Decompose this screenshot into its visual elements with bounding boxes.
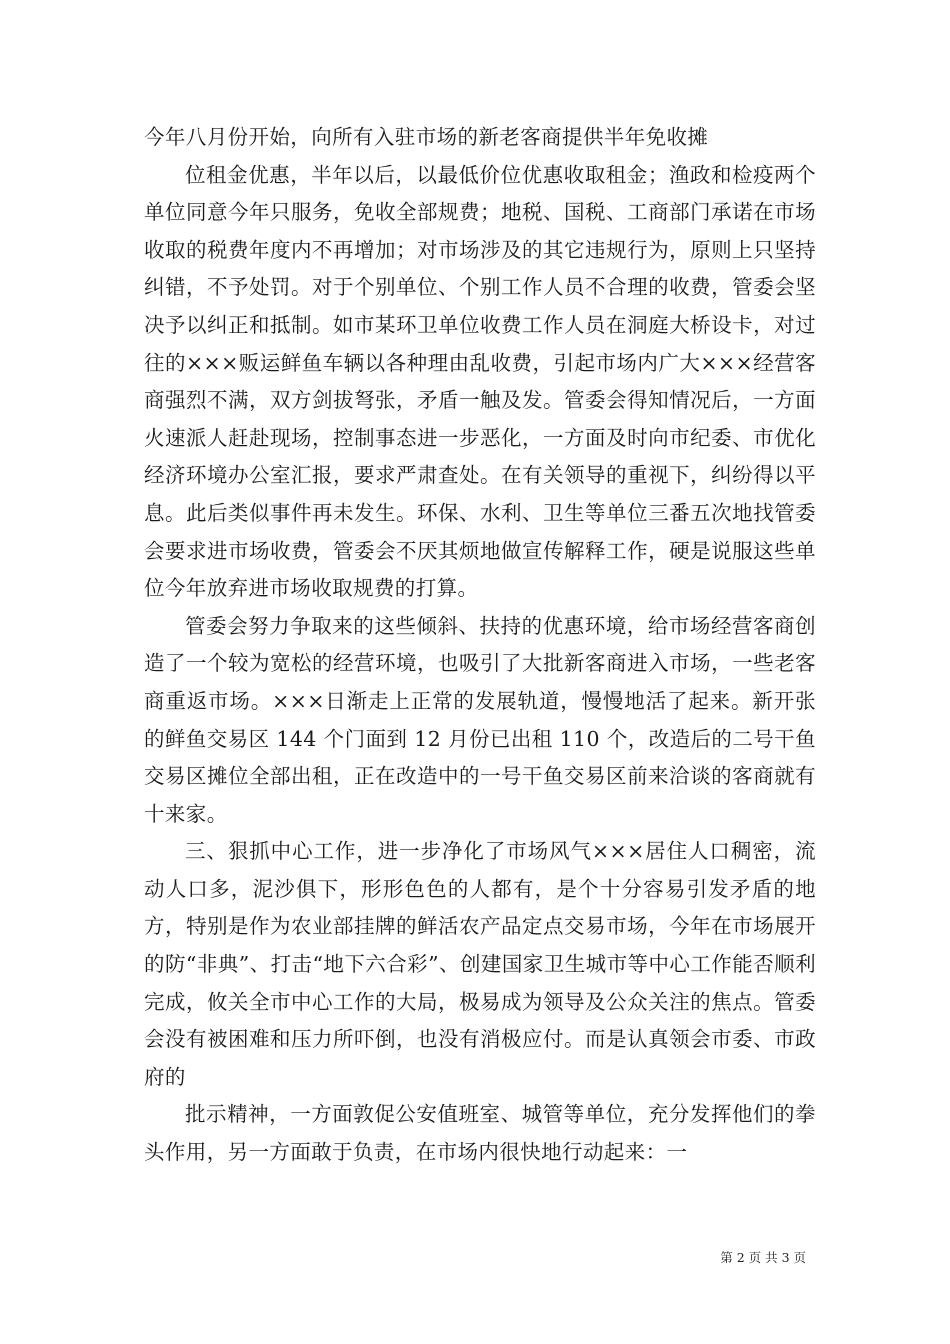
paragraph-continuation: 今年八月份开始，向所有入驻市场的新老客商提供半年免收摊	[144, 125, 709, 149]
paragraph-rent-and-fees: 位租金优惠，半年以后，以最低价位优惠收取租金；渔政和检疫两个单位同意今年只服务，免收全部规费；地税、国税、工商部门承诺在市场收取的税费年度内不再增加；对市场涉及的其它违规行为，原则上只坚持纠错，不予处罚。对于个别单位、个别工作人员不合理的收费，管委会坚决予以纠正和抵制。如市某环卫单位收费工作人员在洞庭大桥设卡，对过往的×××贩运鲜鱼车辆以各种理由乱收费，引起市场内广大×××经营客商强烈不满，双方剑拔弩张，矛盾一触及发。管委会得知情况后，一方面火速派人赶赴现场，控制事态进一步恶化，一方面及时向市纪委、市优化经济环境办公室汇报，要求严肃查处。在有关领导的重视下，纠纷得以平息。此后类似事件再未发生。环保、水利、卫生等单位三番五次地找管委会要求进市场收费，管委会不厌其烦地做宣传解释工作，硬是说服这些单位今年放弃进市场收取规费的打算。	[144, 162, 816, 601]
page-indicator: 第 2 页 共 3 页	[720, 1250, 806, 1265]
paragraph-section-three: 三、狠抓中心工作，进一步净化了市场风气×××居住人口稠密，流动人口多，泥沙俱下，形形色色的人都有，是个十分容易引发矛盾的地方，特别是作为农业部挂牌的鲜活农产品定点交易市场，今年在市场展开的防“非典”、打击“地下六合彩”、创建国家卫生城市等中心工作能否顺利完成，攸关全市中心工作的大局，极易成为领导及公众关注的焦点。管委会没有被困难和压力所吓倒，也没有消极应付。而是认真领会市委、市政府的	[144, 839, 816, 1089]
page-footer	[0, 1248, 806, 1266]
paragraph-market-environment: 管委会努力争取来的这些倾斜、扶持的优惠环境，给市场经营客商创造了一个较为宽松的经营环境，也吸引了大批新客商进入市场，一些老客商重返市场。×××日渐走上正常的发展轨道，慢慢地活了起来。新开张的鲜鱼交易区 144 个门面到 12 月份已出租 110 个，改造后的二号干鱼交易区摊位全部出租，正在改造中的一号干鱼交易区前来洽谈的客商就有十来家。	[144, 613, 816, 826]
document-body	[144, 119, 816, 1172]
paragraph-instructions: 批示精神，一方面敦促公安值班室、城管等单位，充分发挥他们的拳头作用，另一方面敢于负责，在市场内很快地行动起来：一	[144, 1102, 816, 1165]
